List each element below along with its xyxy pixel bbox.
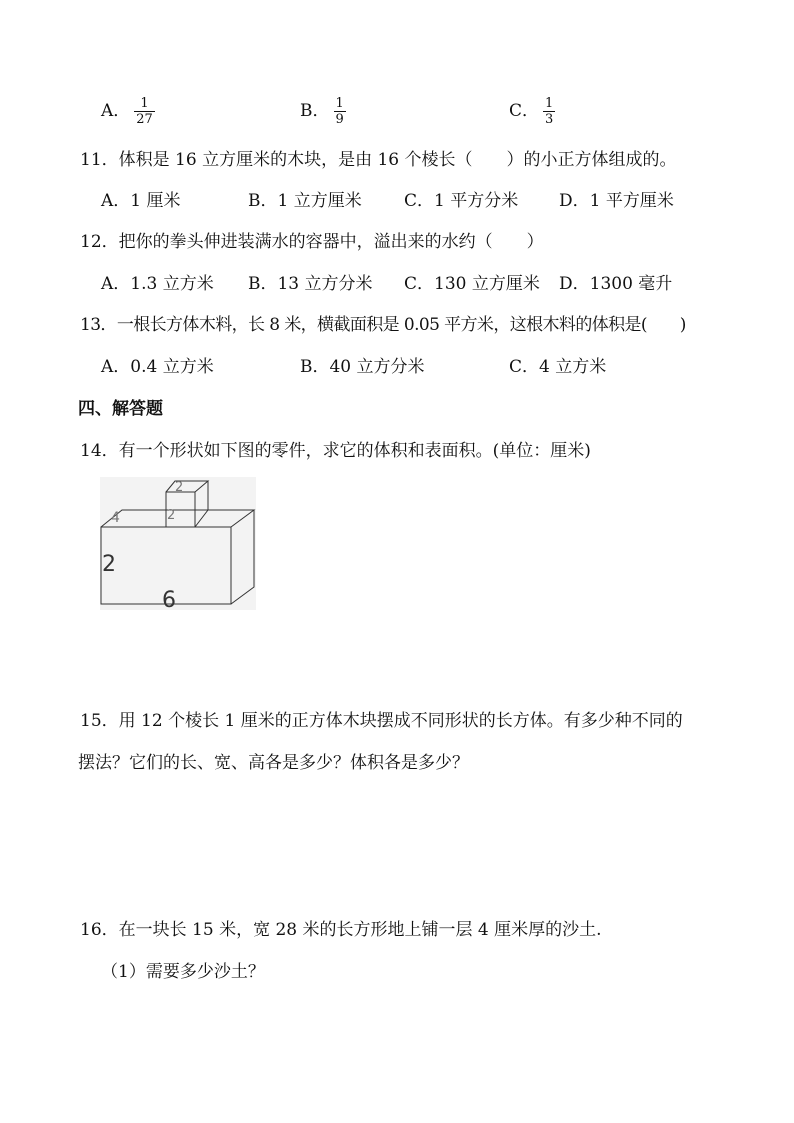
cuboid-diagram xyxy=(100,477,256,610)
q12-option-a: A．1.3 立方米 xyxy=(101,274,214,294)
label-big-depth: 4 xyxy=(111,510,120,526)
option-label: A． xyxy=(101,101,131,121)
q11-option-d: D．1 平方厘米 xyxy=(559,191,674,211)
section-heading: 四、解答题 xyxy=(78,399,163,419)
label-small-side: 2 xyxy=(167,508,176,523)
q12-option-b: B．13 立方分米 xyxy=(248,274,373,294)
option-label: C． xyxy=(509,101,540,121)
q13-option-b: B．40 立方分米 xyxy=(300,357,425,377)
label-big-length: 6 xyxy=(162,588,176,610)
denominator: 3 xyxy=(545,112,554,127)
q13-option-a: A．0.4 立方米 xyxy=(101,357,214,377)
fraction xyxy=(543,96,555,127)
denominator: 27 xyxy=(136,112,153,127)
q13-stem: 13．一根长方体木料，长 8 米，横截面积是 0.05 平方米，这根木料的体积是( ) xyxy=(80,315,686,335)
q14-figure xyxy=(100,477,256,610)
q11-option-a: A．1 厘米 xyxy=(101,191,181,211)
big-box-top xyxy=(101,510,254,527)
fraction xyxy=(334,96,346,127)
label-small-top: 2 xyxy=(175,480,184,495)
q12-option-c: C．130 立方厘米 xyxy=(404,274,540,294)
q15-line2: 摆法？它们的长、宽、高各是多少？体积各是多少？ xyxy=(78,753,469,773)
label-big-height: 2 xyxy=(102,552,116,577)
q11-option-b: B．1 立方厘米 xyxy=(248,191,362,211)
q12-option-d: D．1300 毫升 xyxy=(559,274,673,294)
q14-stem: 14．有一个形状如下图的零件，求它的体积和表面积。(单位：厘米) xyxy=(80,441,591,461)
numerator: 1 xyxy=(335,96,344,111)
q11-stem: 11．体积是 16 立方厘米的木块，是由 16 个棱长（ ）的小正方体组成的。 xyxy=(80,150,677,170)
small-cube-side xyxy=(195,481,208,527)
q12-stem: 12．把你的拳头伸进装满水的容器中，溢出来的水约（ ） xyxy=(80,232,544,252)
q11-option-c: C．1 平方分米 xyxy=(404,191,519,211)
denominator: 9 xyxy=(335,112,344,127)
fraction xyxy=(134,96,155,127)
numerator: 1 xyxy=(545,96,554,111)
q10-option-c xyxy=(509,96,555,127)
q13-option-c: C．4 立方米 xyxy=(509,357,607,377)
option-label: B． xyxy=(300,101,330,121)
q10-option-b xyxy=(300,96,346,127)
q16-stem: 16．在一块长 15 米，宽 28 米的长方形地上铺一层 4 厘米厚的沙土. xyxy=(80,920,602,940)
q10-option-a xyxy=(101,96,155,127)
q15-line1: 15．用 12 个棱长 1 厘米的正方体木块摆成不同形状的长方体。有多少种不同的 xyxy=(80,711,683,731)
small-cube-top xyxy=(166,481,208,492)
q16-sub1: （1）需要多少沙土？ xyxy=(101,962,265,982)
numerator: 1 xyxy=(134,96,155,112)
